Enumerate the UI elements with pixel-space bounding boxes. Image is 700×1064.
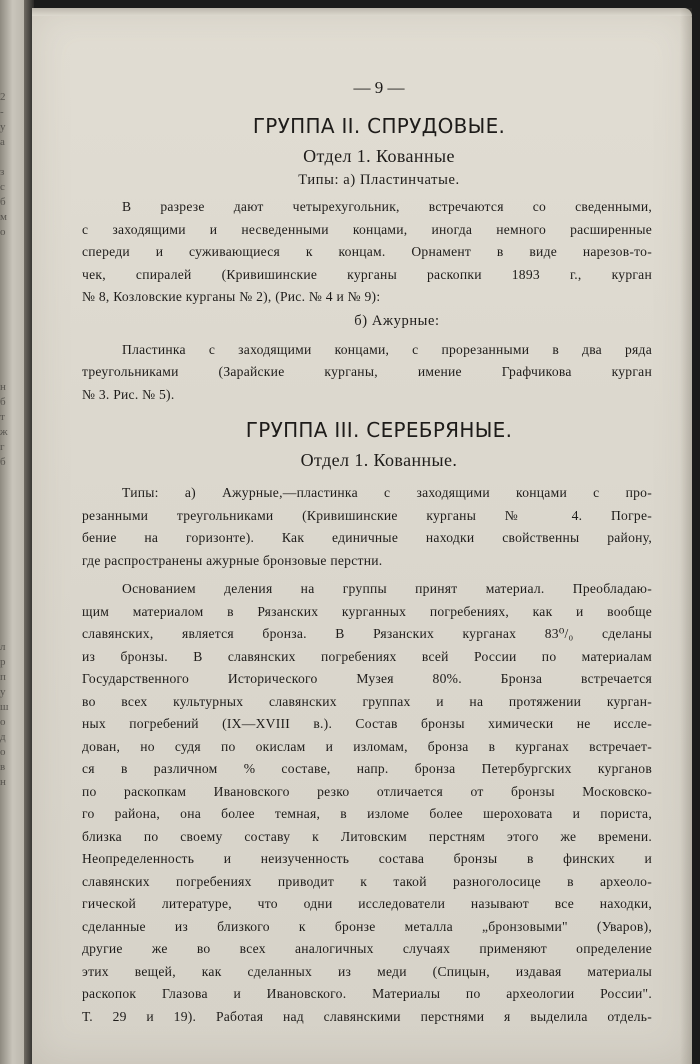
text-line: резанными треугольниками (Кривишинские курганы № 4. Погре- [82, 507, 652, 523]
text-line: дован, но судя по окислам и изломам, бронза в курганах встречает- [82, 738, 652, 754]
text-line: гической литературе, что одни исследователи называют все находки, [82, 896, 652, 911]
group-2-type-a-heading: Типы: а) Пластинчатые. [298, 172, 460, 188]
group-3-main-paragraph [82, 578, 652, 1028]
page-right-edge-shadow [680, 8, 692, 1064]
text-line: ся в различном % составе, напр. бронза Петербургских курганов [82, 761, 652, 776]
group-2-title: ГРУППА II. СПРУДОВЫЕ. [252, 114, 506, 138]
text-line: раскопок Глазова и Ивановского. Материалы по археологии России". [82, 986, 652, 1001]
group-3-section-title: Отдел 1. Кованные. [300, 450, 458, 470]
text-line: № 3. Рис. № 5). [82, 386, 175, 402]
left-page-text-fragment: 2 ‑ у а з с б м о [0, 91, 8, 238]
text-line: во всех культурных славянских группах и на протяжении курган- [82, 693, 652, 709]
text-line: славянских, является бронза. В Рязанских курганах 83⁰/₀ сделаны [82, 626, 652, 641]
text-line: № 8, Козловские курганы № 2), (Рис. № 4 и № 9): [82, 289, 381, 304]
text-line: этих вещей, как сделанных из меди (Спицын, издавая материалы [82, 963, 652, 979]
group-3-paragraph-a [82, 482, 652, 572]
page-text-block [82, 78, 652, 1028]
page-number: — 9 — [353, 78, 405, 97]
text-line: другие же во всех аналогичных случаях применяют определение [82, 941, 652, 956]
text-line: Пластинка с заходящими концами, с прорезанными в два ряда [122, 341, 652, 357]
group-2-paragraph-a [82, 196, 652, 309]
left-page-text-fragment: л р п у ш о д о в н [0, 641, 10, 788]
text-line: ных погребений (IX—XVIII в.). Состав бронзы химически не иссле- [82, 716, 652, 731]
text-line: по раскопкам Ивановского резко отличается от бронзы Московско- [82, 783, 652, 799]
text-line: Государственного Исторического Музея 80%. Бронза встречается [82, 671, 652, 686]
text-line: треугольниками (Зарайские курганы, имение Графчикова курган [82, 364, 652, 379]
text-line: Типы: а) Ажурные,—пластинка с заходящими концами с про- [122, 485, 652, 500]
page-top-edge [32, 8, 692, 16]
left-page-text-fragment: н б т ж г б [0, 381, 9, 468]
text-line: с заходящими и несведенными концами, иногда немного расширенные [82, 221, 652, 237]
text-line: Основанием деления на группы принят материал. Преобладаю- [122, 581, 652, 596]
text-line: Неопределенность и неизученность состава бронзы в финских и [82, 851, 652, 866]
group-3-title: ГРУППА III. СЕРЕБРЯНЫЕ. [245, 418, 513, 442]
text-line: го района, она более темная, в изломе более шероховата и пориста, [82, 806, 652, 821]
group-2-type-b-heading: б) Ажурные: [354, 312, 440, 329]
text-line: близка по своему составу к Литовским перстням этого же времени. [82, 828, 652, 844]
text-line: спереди и суживающиеся к концам. Орнамент в виде нарезов-то- [82, 244, 652, 259]
text-line: щим материалом в Рязанских курганных погребениях, как и вообще [82, 603, 652, 619]
book-page [32, 8, 692, 1064]
text-line: бение на горизонте). Как единичные находки свойственны району, [82, 530, 652, 545]
text-line: чек, спиралей (Кривишинские курганы раскопки 1893 г., курган [82, 266, 652, 282]
text-line: сделанные из близкого к бронзе металла „бронзовыми" (Уваров), [82, 918, 652, 934]
text-line: из бронзы. В славянских погребениях всей России по материалам [82, 648, 652, 664]
text-line: Т. 29 и 19). Работая над славянскими перстнями я выделила отдель- [82, 1008, 652, 1024]
text-line: славянских погребениях приводит к такой разноголосице в археоло- [82, 873, 652, 889]
text-line: где распространены ажурные бронзовые перстни. [82, 552, 383, 568]
group-2-paragraph-b [82, 339, 652, 407]
text-line: В разрезе дают четырехугольник, встречаются со сведенными, [122, 199, 652, 214]
group-2-section-title: Отдел 1. Кованные [303, 146, 455, 166]
